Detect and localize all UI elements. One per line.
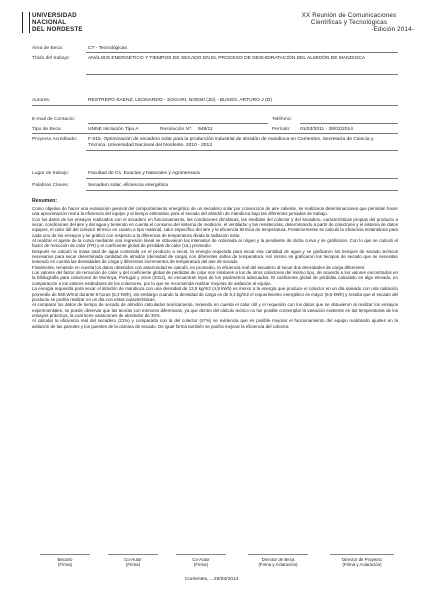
signature-sub: (Firma)	[193, 562, 209, 568]
event-line-2: Científicas y Tecnológicas	[310, 19, 388, 26]
lugar-underline	[86, 178, 398, 179]
palabras-underline	[86, 190, 398, 191]
university-header	[22, 12, 192, 33]
signature-role: Director de Beca	[261, 557, 295, 562]
signature-role: Director de Proyecto	[341, 557, 383, 562]
university-logo-bars	[22, 12, 30, 33]
resumen-paragraph: Después se calculó la masa total de agua contenida en el producto a secar, la energía requerida para secar esa cantidad de agua y se graficaron los tiempos de secado teóricos necesarios para secar determinada cantidad de almidón (densidad de carga) con diferentes saltos de temperatura. Así mismo se graficaron los tiempos de secado que se necesitan teniendo en cuenta las densidades de carga y diferentes incrementos de temperatura del aire de secado.	[32, 248, 398, 265]
tipo-beca-value: UNNE Iniciación Tipo A	[88, 127, 139, 132]
telefono-underline	[300, 123, 398, 124]
resumen-body	[32, 206, 398, 329]
tipo-beca-label: Tipo de Beca:	[32, 127, 62, 132]
signature-line	[248, 554, 308, 555]
signature-sub: (Firma y Aclaración)	[258, 562, 298, 568]
university-line-3: DEL NORDESTE	[32, 26, 83, 33]
titulo-value: ANÁLISIS ENERGÉTICO Y TIEMPOS DE SECADO EN EL PROCESO DE DESHIDRATACIÓN DEL ALMIDÓN DE MANDIOCA	[88, 56, 366, 61]
signature-director-beca	[248, 554, 308, 567]
resumen-paragraph: Como objetivo de hacer una evaluación general del comportamiento energético de un secadero solar por convección de aire caliente, se realizaron determinaciones que permitan hacer una aproximación real a la eficiencia del equipo y al tiempo estimativo para el secado del almidón de mandioca bajo las diferentes jornadas de trabajo.	[32, 206, 398, 217]
signature-becario	[40, 554, 90, 567]
periodo-label: Período:	[272, 127, 291, 132]
proyecto-label: Proyecto Acreditado:	[32, 137, 78, 142]
resumen-paragraph: Al realizar el ajuste de la curva mediante una regresión lineal se obtuvieron los intervalos de ordenada al origen y la pendiente de dicha curva y se graficaron. Con lo que se calculó el factor de remoción de calor (FR) y el coeficiente global de pérdidas de calor (UL) promedio.	[32, 238, 398, 249]
area-underline	[86, 52, 398, 53]
signature-sub: (Firma)	[57, 562, 73, 568]
lugar-value: Facultad de Cs. Exactas y Naturales y Agrimensura	[88, 171, 200, 176]
signature-line	[108, 554, 158, 555]
signature-sub: (Firma y Aclaración)	[342, 562, 382, 568]
email-label: E-mail de Contacto:	[32, 117, 75, 122]
resolucion-value: 948/11	[198, 127, 213, 132]
lugar-label: Lugar de trabajo:	[32, 171, 69, 176]
event-line-1: XX Reunión de Comunicaciones	[301, 12, 397, 19]
signature-role: Co-Autor	[192, 557, 210, 562]
resumen-paragraph: Con los datos de los ensayos realizados con el secadero en funcionamiento, las condiciones climáticas, las medidas del colector y del secadero, características propias del producto a secar, condiciones del aire y del agua y teniendo en cuenta el consumo del sistema de medición, el ventilador y las resistencias, determinando a partir de colectores y el sistema de datos equipos, el calor útil del colector térmico en cuanto a tipo material, calor específico del aire y la eficiencia térmica de temperatura. Posteriormente se calculó la eficiencia instantánea para cada uno de los ensayos y se graficó con respecto a la diferencia de temperatura divida la radiación solar.	[32, 216, 398, 238]
signature-sub: (Firma)	[125, 562, 141, 568]
fecha-footer: Corrientes, ...29/04/2014	[184, 577, 239, 582]
autores-label: Autores:	[32, 98, 51, 103]
signature-role: Co-Autor	[124, 557, 142, 562]
resumen-paragraph: Al comparar los datos de tiempo de secado de almidón calculados teóricamente, teniendo en cuenta el calor útil y el requerido con los datos que se obtuvieron al realizar los ensayos experimentales, se puede observar que las teorías con menores diferencias, ya que dentro del cálculo teórico no fue posible contemplar la variación existente en las temperaturas de los ensayos prácticos, la cual tiene variaciones de alrededor de 30%.	[32, 302, 398, 318]
autores-underline	[32, 105, 398, 106]
titulo-label: Título del trabajo:	[32, 56, 70, 61]
proyecto-value: F-015. Optimización de secadero solar para la producción industrial de almidón de mandioca en Corrientes. Secretaría de Ciencia y Técnica. Universidad Nacional del Nordeste. 2010 - 2013	[88, 137, 374, 148]
signature-line	[176, 554, 226, 555]
resumen-paragraph: Los valores del factor de remoción de calor y del coeficiente global de pérdidas de calor son similares a los de otros colectores del mismo tipo, de acuerdo a los valores encontrados en la bibliografía para colectores de Montoya, Portugal y otros (2012), se encuentran lejos de los parámetros adecuados. El coeficiente global de pérdidas calculado es algo elevado, en comparación a los valores estándares de los colectores, por lo que se recomienda realizar mejoras de aislación al equipo.	[32, 270, 398, 286]
university-line-2: NACIONAL	[32, 19, 67, 26]
resolucion-label: Resolución Nº:	[160, 127, 193, 132]
email-underline	[88, 123, 268, 124]
proyecto-underline	[86, 150, 398, 151]
event-line-3: -Edición 2014-	[371, 26, 414, 33]
university-line-1: UNIVERSIDAD	[32, 12, 77, 19]
titulo-underline	[86, 74, 398, 75]
signature-line	[40, 554, 90, 555]
area-label: Área de Beca:	[32, 46, 63, 51]
signature-role: Becario	[57, 557, 73, 562]
signature-line	[330, 554, 394, 555]
telefono-label: Teléfono:	[272, 117, 292, 122]
resumen-paragraph: La energía requerida para secar el almidón de mandioca con una densidad de 12,5 kg/m2 (4,8 kWh) es menor a la energía que produce el colector en un día soleado con una radiación promedio de 550 W/m2 durante 8 horas (5,3 kWh), sin embargo cuando la densidad de carga es de 5,3 kg/m2 el requerimiento energético es mayor (9,6 kWh) y resulta que el secado del producto se podría realizar en un día con estas características.	[32, 286, 398, 302]
resumen-title: Resumen:	[32, 198, 58, 204]
signature-coautor-1	[108, 554, 158, 567]
signature-director-proyecto	[330, 554, 394, 567]
resumen-paragraph: Al calcular la eficiencia real del secadero (21%) y compararla con la del colector (47%) se evidencia que es posible mejorar el funcionamiento del equipo realizando ajustes en la aislación de las paredes y los puentes de la cámara de secado. De igual forma también se podría mejorar la eficiencia del colector.	[32, 318, 398, 329]
periodo-value: 01/03/2011 - 28/02/2014	[300, 127, 353, 132]
area-value: CT - Tecnológicas	[88, 46, 127, 51]
palabras-value: Secadero solar, eficiencia energética	[88, 183, 168, 188]
signature-coautor-2	[176, 554, 226, 567]
resumen-paragraph: Finalmente, teniendo en cuenta los datos obtenidos con anterioridad se calculó, en promedio, la eficiencia real del secadero al secar dos densidades de carga diferentes.	[32, 264, 366, 270]
autores-value: RESTREPO SAENZ, LEONARDO - SOGARI, NOEMI (JD) - BUSSO, ARTURO J (D)	[88, 98, 272, 103]
tipo-beca-underline	[32, 133, 398, 134]
palabras-label: Palabras Claves:	[32, 183, 69, 188]
event-header	[284, 12, 414, 33]
